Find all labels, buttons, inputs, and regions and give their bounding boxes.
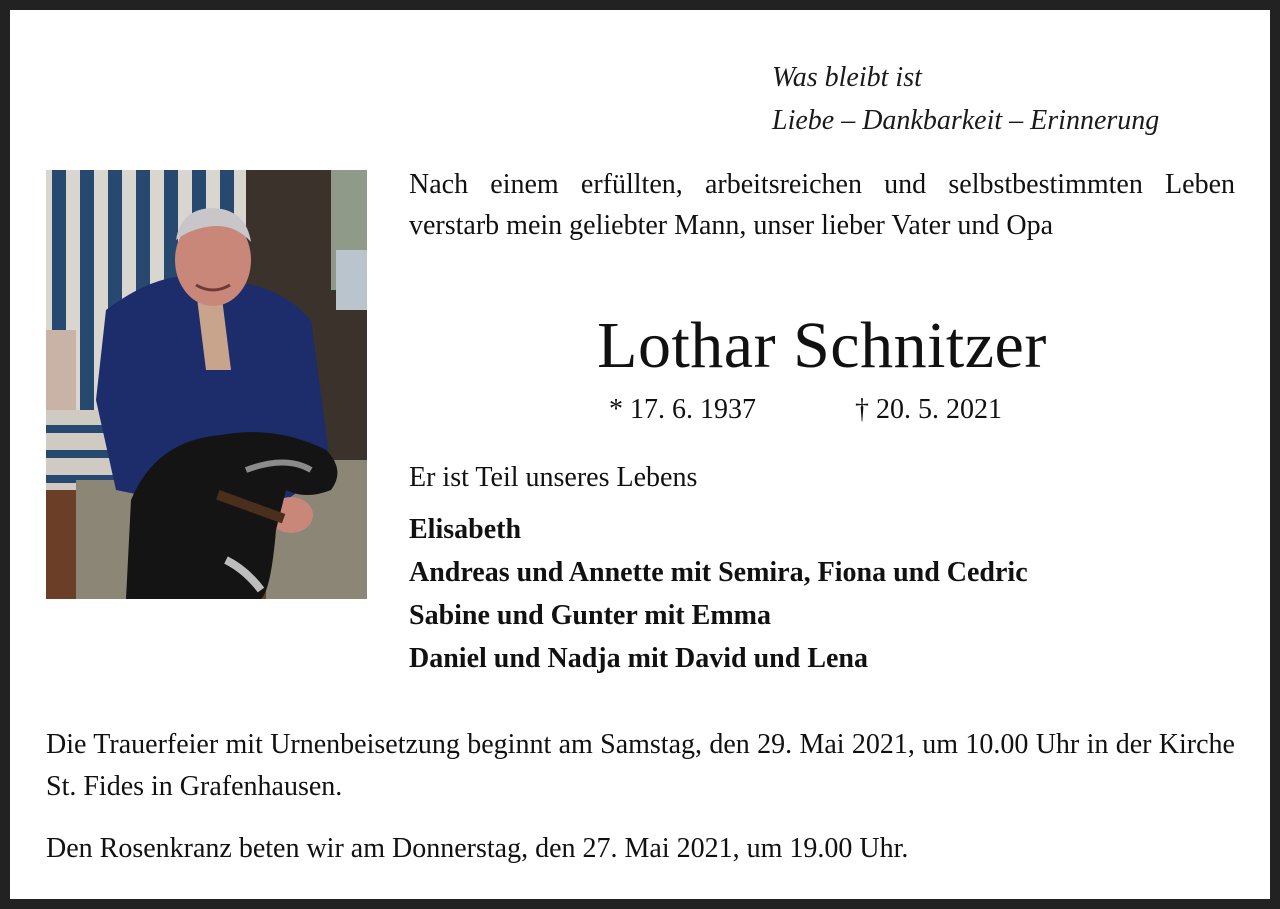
- portrait-illustration: [46, 170, 367, 599]
- funeral-service-text: Die Trauerfeier mit Urnenbeisetzung beginnt am Samstag, den 29. Mai 2021, um 10.00 Uhr in der Kirche St. Fides in Grafenhausen.: [46, 729, 1235, 802]
- motto: [772, 56, 1159, 142]
- death-date: † 20. 5. 2021: [855, 394, 1002, 425]
- family-heading: Er ist Teil unseres Lebens: [409, 462, 698, 493]
- family-member: Andreas und Annette mit Semira, Fiona und Cedric: [409, 557, 1028, 588]
- rosary-text: Den Rosenkranz beten wir am Donnerstag, den 27. Mai 2021, um 19.00 Uhr.: [46, 833, 909, 864]
- family-list: [409, 508, 1028, 680]
- portrait-photo: [46, 170, 367, 599]
- intro-text: Nach einem erfüllten, arbeitsreichen und selbstbestimmten Leben verstarb mein geliebter Mann, unser lieber Vater und Opa: [409, 169, 1235, 241]
- family-member: Sabine und Gunter mit Emma: [409, 600, 771, 631]
- motto-line-1: Was bleibt ist: [772, 62, 922, 93]
- family-member: Daniel und Nadja mit David und Lena: [409, 643, 869, 674]
- deceased-name: Lothar Schnitzer: [597, 309, 1047, 382]
- motto-line-2: Liebe – Dankbarkeit – Erinnerung: [772, 105, 1160, 136]
- family-member: Elisabeth: [409, 514, 522, 545]
- birth-date: * 17. 6. 1937: [609, 394, 756, 425]
